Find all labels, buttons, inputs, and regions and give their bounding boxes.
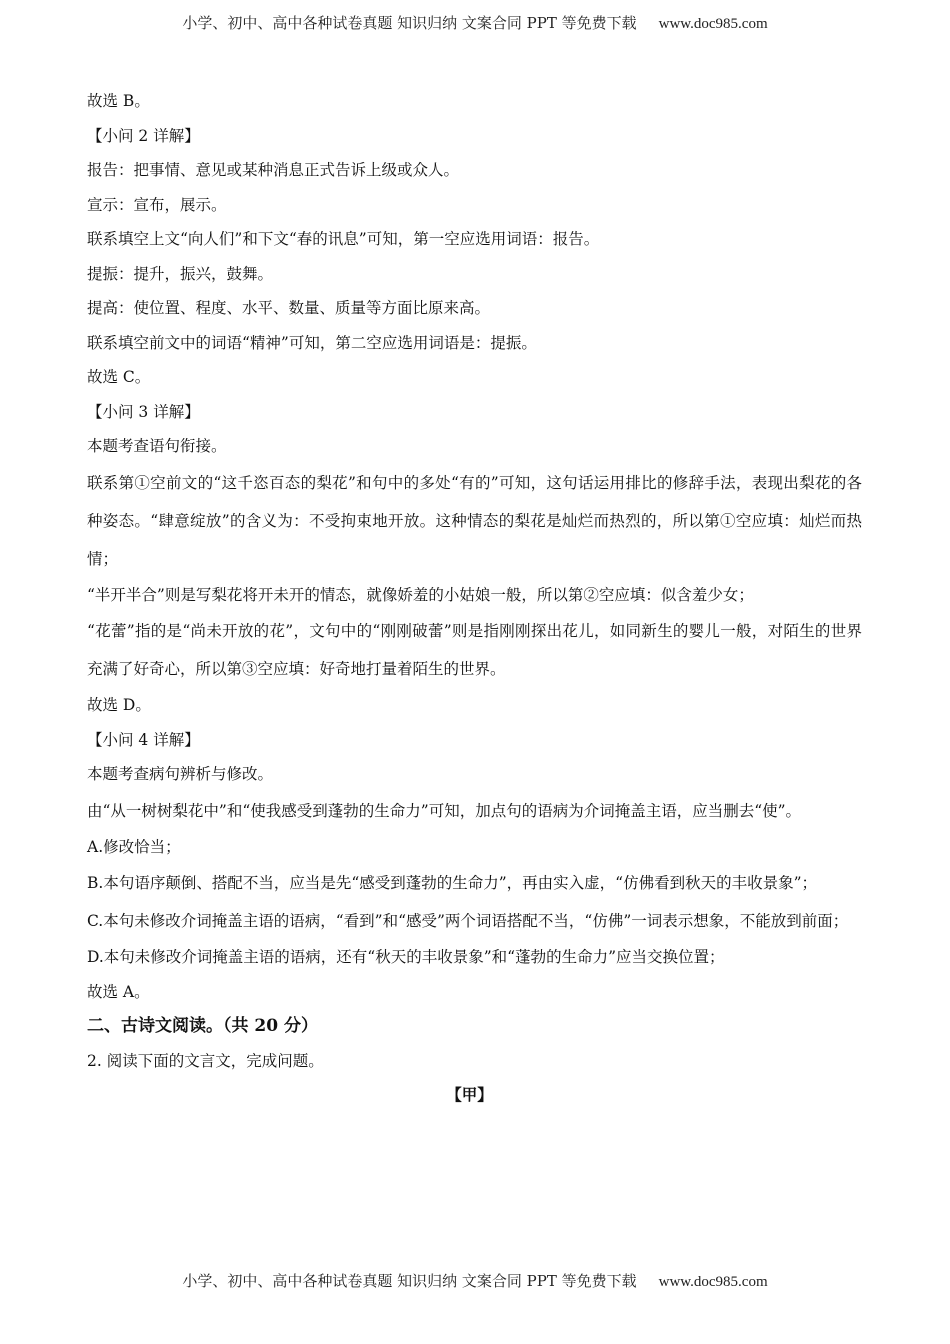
- option-line: B.本句语序颠倒、搭配不当，应当是先“感受到蓬勃的生命力”，再由实入虚，“仿佛看到秋天的丰收景象”；: [87, 874, 818, 892]
- paragraph: 由“从一树树梨花中”和“使我感受到蓬勃的生命力”可知，加点句的语病为介词掩盖主语，应当删去“使”。: [87, 801, 802, 820]
- answer-line: 故选 C。: [87, 368, 151, 386]
- page-header: [0, 12, 950, 33]
- option-line: A.修改恰当；: [87, 837, 181, 856]
- paragraph: “花蕾”指的是“尚未开放的花”，文句中的“刚刚破蕾”则是指刚刚探出花儿，如同新生的婴儿一般，对陌生的世界充满了好奇心，所以第③空应填：好奇地打量着陌生的世界。: [87, 622, 862, 678]
- paragraph: 提振：提升，振兴，鼓舞。: [87, 264, 274, 283]
- option-line: D.本句未修改介词掩盖主语的语病，还有“秋天的丰收景象”和“蓬勃的生命力”应当交换位置；: [87, 948, 725, 966]
- answer-line: 故选 A。: [87, 982, 150, 1001]
- paragraph: 本题考查语句衔接。: [87, 437, 227, 455]
- paragraph: 报告：把事情、意见或某种消息正式告诉上级或众人。: [87, 161, 460, 179]
- section-title: 二、古诗文阅读。（共 20 分）: [87, 1016, 318, 1036]
- subquestion-heading: 【小问 3 详解】: [87, 402, 200, 421]
- paragraph: 宣示：宣布，展示。: [87, 195, 227, 214]
- header-site-link[interactable]: www.doc985.com: [658, 16, 768, 32]
- paragraph: 联系填空上文“向人们”和下文“春的讯息”可知，第一空应选用词语：报告。: [87, 230, 600, 248]
- footer-text: 小学、初中、高中各种试卷真题 知识归纳 文案合同 PPT 等免费下载: [182, 1272, 637, 1290]
- answer-line: 故选 B。: [87, 92, 150, 110]
- option-line: C.本句未修改介词掩盖主语的语病，“看到”和“感受”两个词语搭配不当，“仿佛”一词表示想象，不能放到前面；: [87, 912, 849, 930]
- subquestion-heading: 【小问 4 详解】: [87, 730, 200, 749]
- subquestion-heading: 【小问 2 详解】: [87, 126, 200, 145]
- paragraph: “半开半合”则是写梨花将开未开的情态，就像娇羞的小姑娘一般，所以第②空应填：似含羞少女；: [87, 585, 754, 604]
- paragraph: 联系填空前文中的词语“精神”可知，第二空应选用词语是：提振。: [87, 333, 537, 352]
- question-prompt: 2. 阅读下面的文言文，完成问题。: [87, 1051, 324, 1070]
- page-footer: [0, 1270, 950, 1291]
- passage-label: 【甲】: [446, 1085, 493, 1104]
- paragraph: 联系第①空前文的“这千恣百态的梨花”和句中的多处“有的”可知，这句话运用排比的修辞手法，表现出梨花的各种姿态。“肆意绽放”的含义为：不受拘束地开放。这种情态的梨花是灿烂而热烈的，所以第①空应填：灿烂而热情；: [87, 473, 862, 568]
- paragraph: 本题考查病句辨析与修改。: [87, 765, 274, 783]
- footer-site-link[interactable]: www.doc985.com: [658, 1274, 768, 1290]
- paragraph: 提高：使位置、程度、水平、数量、质量等方面比原来高。: [87, 299, 491, 317]
- header-text: 小学、初中、高中各种试卷真题 知识归纳 文案合同 PPT 等免费下载: [182, 14, 637, 32]
- answer-line: 故选 D。: [87, 696, 151, 714]
- document-body: [87, 84, 862, 1113]
